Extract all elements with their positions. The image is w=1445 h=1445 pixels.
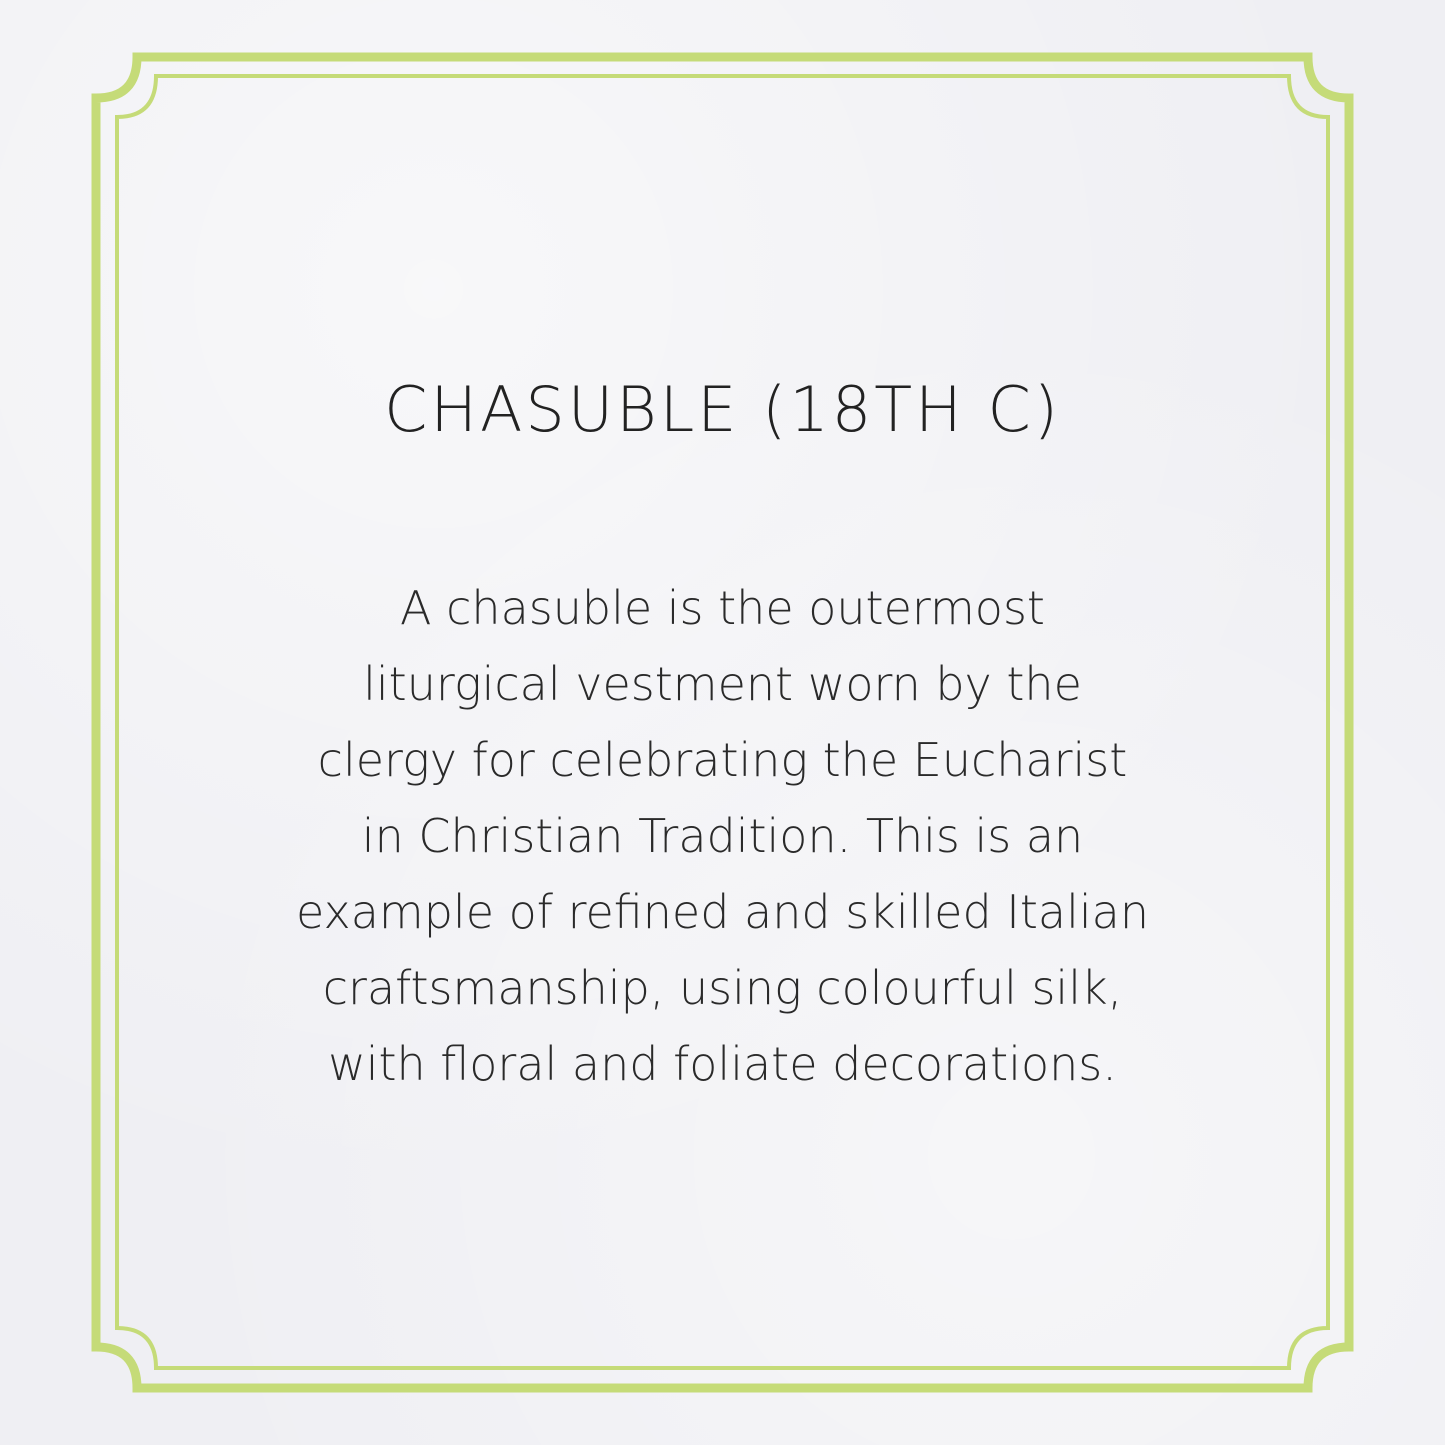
card-description <box>190 570 1255 1102</box>
description-line: A chasuble is the outermost <box>400 581 1045 635</box>
card-title: CHASUBLE (18TH C) <box>384 373 1061 446</box>
description-line: example of refined and skilled Italian <box>296 885 1149 939</box>
card-content <box>190 360 1255 1102</box>
description-line: clergy for celebrating the Eucharist <box>317 733 1128 787</box>
description-line: with floral and foliate decorations. <box>328 1037 1117 1091</box>
description-line: in Christian Tradition. This is an <box>361 809 1084 863</box>
description-line: liturgical vestment worn by the <box>363 657 1082 711</box>
description-line: craftsmanship, using colourful silk, <box>322 961 1123 1015</box>
